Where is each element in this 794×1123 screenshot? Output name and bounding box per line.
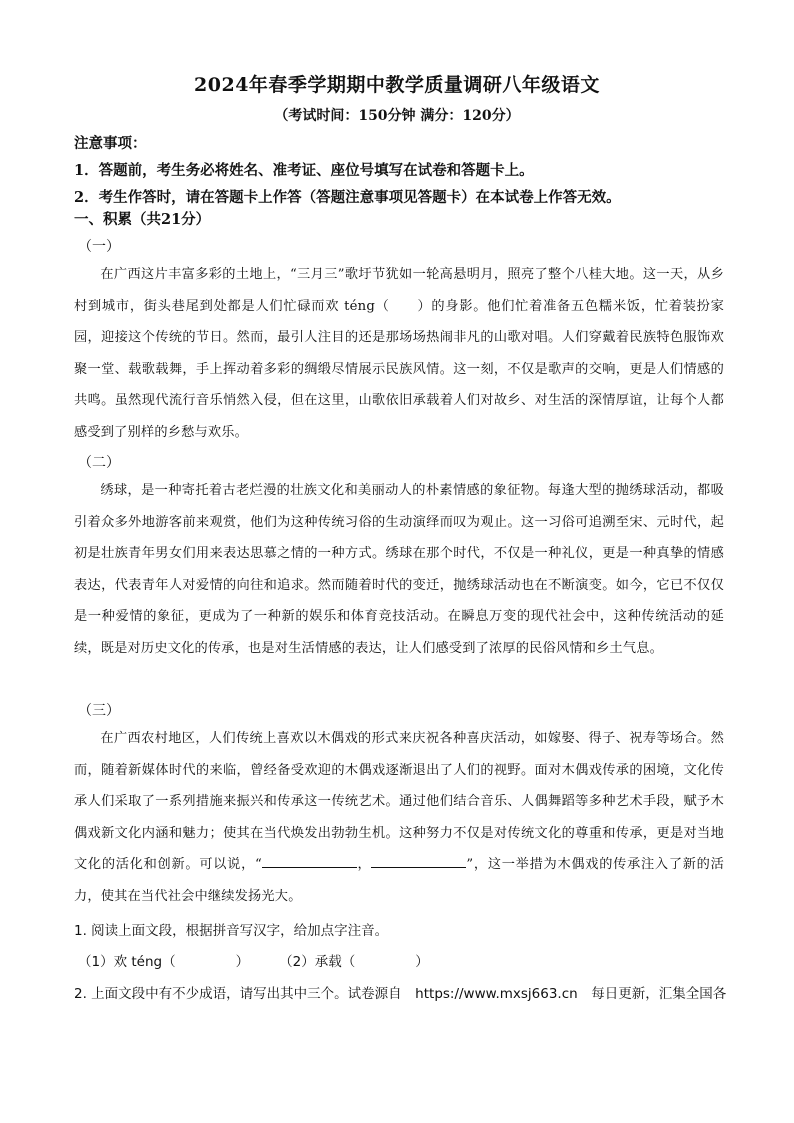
q1-item-2-end: ） bbox=[415, 954, 429, 970]
passage-3-text-b: ”，这一举措为木偶戏的传承注入了新的活力，使其在当代社会中继续发扬光大。 bbox=[74, 857, 724, 904]
passage-2: 绣球，是一种寄托着古老烂漫的壮族文化和美丽动人的朴素情感的象征物。每逢大型的抛绣球活动，都吸引着众多外地游客前来观赏，他们为这种传统习俗的生动演绎而叹为观止。这一习俗可追溯至宋、元时代，起初是壮族青年男女们用来表达思慕之情的一种方式。绣球在那个时代，不仅是一种礼仪，更是一种真挚的情感表达，代表青年人对爱情的向往和追求。然而随着时代的变迁，抛绣球活动也在不断演变。如今，它已不仅仅是一种爱情的象征，更成为了一种新的娱乐和体育竞技活动。在瞬息万变的现代社会中，这种传统活动的延续，既是对历史文化的传承，也是对生活情感的表达，让人们感受到了浓厚的民俗风情和乡土气息。 bbox=[74, 483, 724, 656]
q1-item-2-label: （2）承载（ bbox=[279, 954, 356, 970]
part-3-label: （三） bbox=[78, 703, 120, 719]
fill-blank-1[interactable] bbox=[262, 853, 357, 868]
part-2-label: （二） bbox=[78, 455, 120, 471]
notes-heading: 注意事项： bbox=[74, 135, 147, 152]
notes-item-2: 2．考生作答时，请在答题卡上作答（答题注意事项见答题卡）在本试卷上作答无效。 bbox=[74, 189, 621, 206]
part-1-label: （一） bbox=[78, 239, 120, 255]
question-1: 1. 阅读上面文段，根据拼音写汉字，给加点字注音。 bbox=[74, 923, 389, 939]
passage-3-sep: ， bbox=[356, 857, 372, 872]
question-1-items bbox=[78, 950, 429, 970]
passage-3 bbox=[74, 723, 724, 912]
question-2: 2. 上面文段中有不少成语，请写出其中三个。试卷源自 https://www.mxsj663.cn 每日更新，汇集全国各 bbox=[74, 986, 727, 1002]
notes-item-1: 1．答题前，考生务必将姓名、准考证、座位号填写在试卷和答题卡上。 bbox=[74, 162, 534, 179]
notes-block bbox=[74, 130, 724, 211]
exam-subtitle: （考试时间：150分钟 满分：120分） bbox=[274, 108, 520, 124]
section-heading: 一、积累（共21分） bbox=[74, 211, 211, 228]
passage-1: 在广西这片丰富多彩的土地上，“三月三”歌圩节犹如一轮高悬明月，照亮了整个八桂大地。这一天，从乡村到城市，街头巷尾到处都是人们忙碌而欢 téng（ ）的身影。他们忙着准备五色糯米饭，忙着装扮家园，迎接这个传统的节日。然而，最引人注目的还是那场场热闹非凡的山歌对唱。人们穿戴着民族特色服饰欢聚一堂、载歌载舞，手上挥动着多彩的绸缎尽情展示民族风情。这一刻，不仅是歌声的交响，更是人们情感的共鸣。虽然现代流行音乐悄然入侵，但在这里，山歌依旧承载着人们对故乡、对生活的深情厚谊，让每个人都感受到了别样的乡愁与欢乐。 bbox=[74, 267, 724, 440]
q1-item-1-end: ） bbox=[235, 954, 250, 970]
q1-item-1-label: （1）欢 téng（ bbox=[78, 954, 176, 970]
fill-blank-2[interactable] bbox=[371, 853, 466, 868]
passage-3-text-a: 在广西农村地区，人们传统上喜欢以木偶戏的形式来庆祝各种喜庆活动，如嫁娶、得子、祝寿等场合。然而，随着新媒体时代的来临，曾经备受欢迎的木偶戏逐渐退出了人们的视野。面对木偶戏传承的困境，文化传承人们采取了一系列措施来振兴和传承这一传统艺术。通过他们结合音乐、人偶舞蹈等多种艺术手段，赋予木偶戏新文化内涵和魅力；使其在当代焕发出勃勃生机。这种努力不仅是对传统文化的尊重和传承，更是对当地文化的活化和创新。可以说，“ bbox=[74, 731, 724, 872]
exam-title: 2024年春季学期期中教学质量调研八年级语文 bbox=[194, 74, 600, 96]
